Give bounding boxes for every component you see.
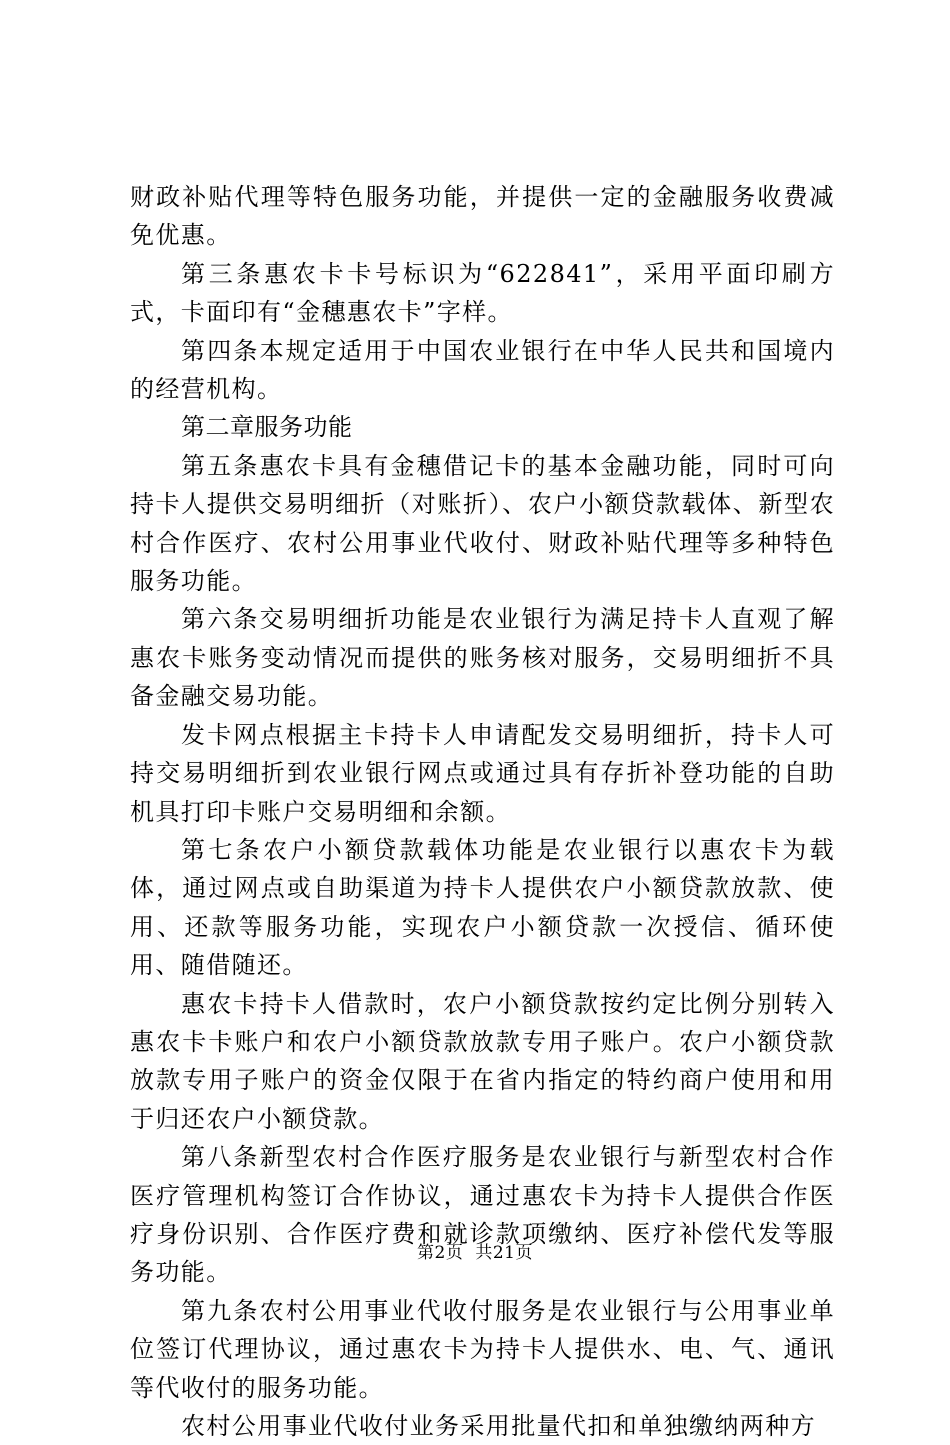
paragraph-article-6: 第六条交易明细折功能是农业银行为满足持卡人直观了解惠农卡账务变动情况而提供的账务核对服务，交易明细折不具备金融交易功能。 [130, 605, 835, 711]
page-total: 共21页 [475, 1243, 533, 1263]
paragraph-article-3: 第三条惠农卡卡号标识为“622841”，采用平面印刷方式，卡面印有“金穗惠农卡”字样。 [130, 259, 835, 327]
paragraph-article-4: 第四条本规定适用于中国农业银行在中华人民共和国境内的经营机构。 [130, 336, 835, 404]
paragraph-article-9: 第九条农村公用事业代收付服务是农业银行与公用事业单位签订代理协议，通过惠农卡为持卡人提供水、电、气、通讯等代收付的服务功能。 [130, 1296, 835, 1402]
paragraph-article-7: 第七条农户小额贷款载体功能是农业银行以惠农卡为载体，通过网点或自助渠道为持卡人提供农户小额贷款放款、使用、还款等服务功能，实现农户小额贷款一次授信、循环使用、随借随还。 [130, 835, 835, 980]
paragraph-article-9-detail: 农村公用事业代收付业务采用批量代扣和单独缴纳两种方 [181, 1412, 816, 1440]
paragraph-article-8: 第八条新型农村合作医疗服务是农业银行与新型农村合作医疗管理机构签订合作协议，通过惠农卡为持卡人提供合作医疗身份识别、合作医疗费和就诊款项缴纳、医疗补偿代发等服务功能。 [130, 1143, 835, 1287]
page-footer [0, 1242, 950, 1264]
paragraph-continuation: 财政补贴代理等特色服务功能，并提供一定的金融服务收费减免优惠。 [130, 183, 835, 250]
page-number: 第2页 [417, 1243, 464, 1263]
paragraph-article-7-detail: 惠农卡持卡人借款时，农户小额贷款按约定比例分别转入惠农卡卡账户和农户小额贷款放款专用子账户。农户小额贷款放款专用子账户的资金仅限于在省内指定的特约商户使用和用于归还农户小额贷款。 [130, 989, 835, 1133]
paragraph-article-5: 第五条惠农卡具有金穗借记卡的基本金融功能，同时可向持卡人提供交易明细折（对账折）、农户小额贷款载体、新型农村合作医疗、农村公用事业代收付、财政补贴代理等多种特色服务功能。 [130, 451, 835, 596]
paragraph-article-6-detail: 发卡网点根据主卡持卡人申请配发交易明细折，持卡人可持交易明细折到农业银行网点或通过具有存折补登功能的自助机具打印卡账户交易明细和余额。 [130, 720, 835, 826]
chapter-heading: 第二章服务功能 [181, 413, 353, 442]
